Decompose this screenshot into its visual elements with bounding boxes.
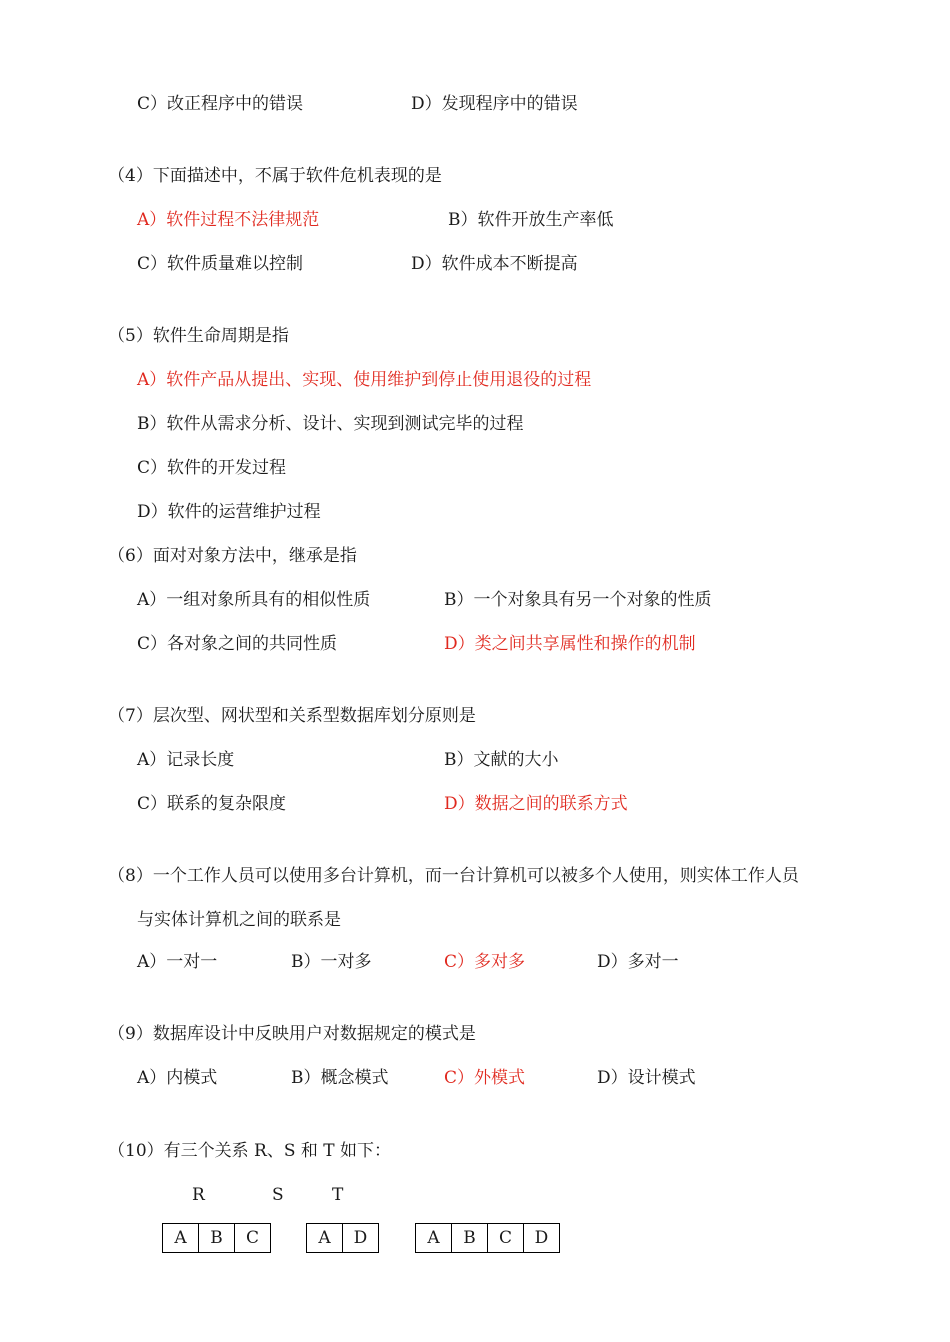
q4-option-d: D）软件成本不断提高 <box>411 254 578 274</box>
relation-t-col: A <box>416 1224 452 1253</box>
relation-t-label: T <box>332 1185 344 1205</box>
q6-option-a: A）一组对象所具有的相似性质 <box>137 590 371 610</box>
q7-option-a: A）记录长度 <box>137 750 235 770</box>
q9-option-c-answer: C）外模式 <box>444 1068 526 1088</box>
relation-s-col: A <box>307 1224 343 1253</box>
q7-option-c: C）联系的复杂限度 <box>137 794 287 814</box>
q9-option-a: A）内模式 <box>137 1068 218 1088</box>
q9-option-b: B）概念模式 <box>291 1068 389 1088</box>
q4-stem: （4）下面描述中，不属于软件危机表现的是 <box>108 166 442 186</box>
q4-option-b: B）软件开放生产率低 <box>448 210 614 230</box>
relation-r-table <box>162 1223 271 1253</box>
q6-option-b: B）一个对象具有另一个对象的性质 <box>444 590 712 610</box>
q8-option-a: A）一对一 <box>137 952 218 972</box>
relation-t-col: C <box>488 1224 524 1253</box>
relation-t-table <box>415 1223 560 1253</box>
q5-option-a-answer: A）软件产品从提出、实现、使用维护到停止使用退役的过程 <box>137 370 592 390</box>
q9-option-d: D）设计模式 <box>597 1068 696 1088</box>
relation-s-label: S <box>272 1185 284 1205</box>
relation-s-table <box>306 1223 379 1253</box>
q8-option-d: D）多对一 <box>597 952 679 972</box>
q4-option-a-answer: A）软件过程不法律规范 <box>137 210 320 230</box>
q5-option-d: D）软件的运营维护过程 <box>137 502 321 522</box>
q8-option-b: B）一对多 <box>291 952 372 972</box>
q4-option-c: C）软件质量难以控制 <box>137 254 304 274</box>
q3-option-c: C）改正程序中的错误 <box>137 94 304 114</box>
q7-stem: （7）层次型、网状型和关系型数据库划分原则是 <box>108 706 476 726</box>
relation-t-col: D <box>524 1224 560 1253</box>
q10-stem: （10）有三个关系 R、S 和 T 如下： <box>108 1141 392 1161</box>
q8-option-c-answer: C）多对多 <box>444 952 526 972</box>
relation-r-col: A <box>163 1224 199 1253</box>
relation-s-col: D <box>343 1224 379 1253</box>
q7-option-d-answer: D）数据之间的联系方式 <box>444 794 628 814</box>
q9-stem: （9）数据库设计中反映用户对数据规定的模式是 <box>108 1024 476 1044</box>
q6-option-c: C）各对象之间的共同性质 <box>137 634 338 654</box>
q5-option-b: B）软件从需求分析、设计、实现到测试完毕的过程 <box>137 414 524 434</box>
q7-option-b: B）文献的大小 <box>444 750 559 770</box>
relation-t-col: B <box>452 1224 488 1253</box>
relation-r-col: B <box>199 1224 235 1253</box>
q6-option-d-answer: D）类之间共享属性和操作的机制 <box>444 634 696 654</box>
q8-stem-line2: 与实体计算机之间的联系是 <box>137 910 341 930</box>
q6-stem: （6）面对对象方法中，继承是指 <box>108 546 357 566</box>
q8-stem-line1: （8）一个工作人员可以使用多台计算机，而一台计算机可以被多个人使用，则实体工作人员 <box>108 866 799 886</box>
q3-option-d: D）发现程序中的错误 <box>411 94 578 114</box>
relation-r-label: R <box>192 1185 205 1205</box>
q5-option-c: C）软件的开发过程 <box>137 458 287 478</box>
q5-stem: （5）软件生命周期是指 <box>108 326 289 346</box>
relation-r-col: C <box>235 1224 271 1253</box>
